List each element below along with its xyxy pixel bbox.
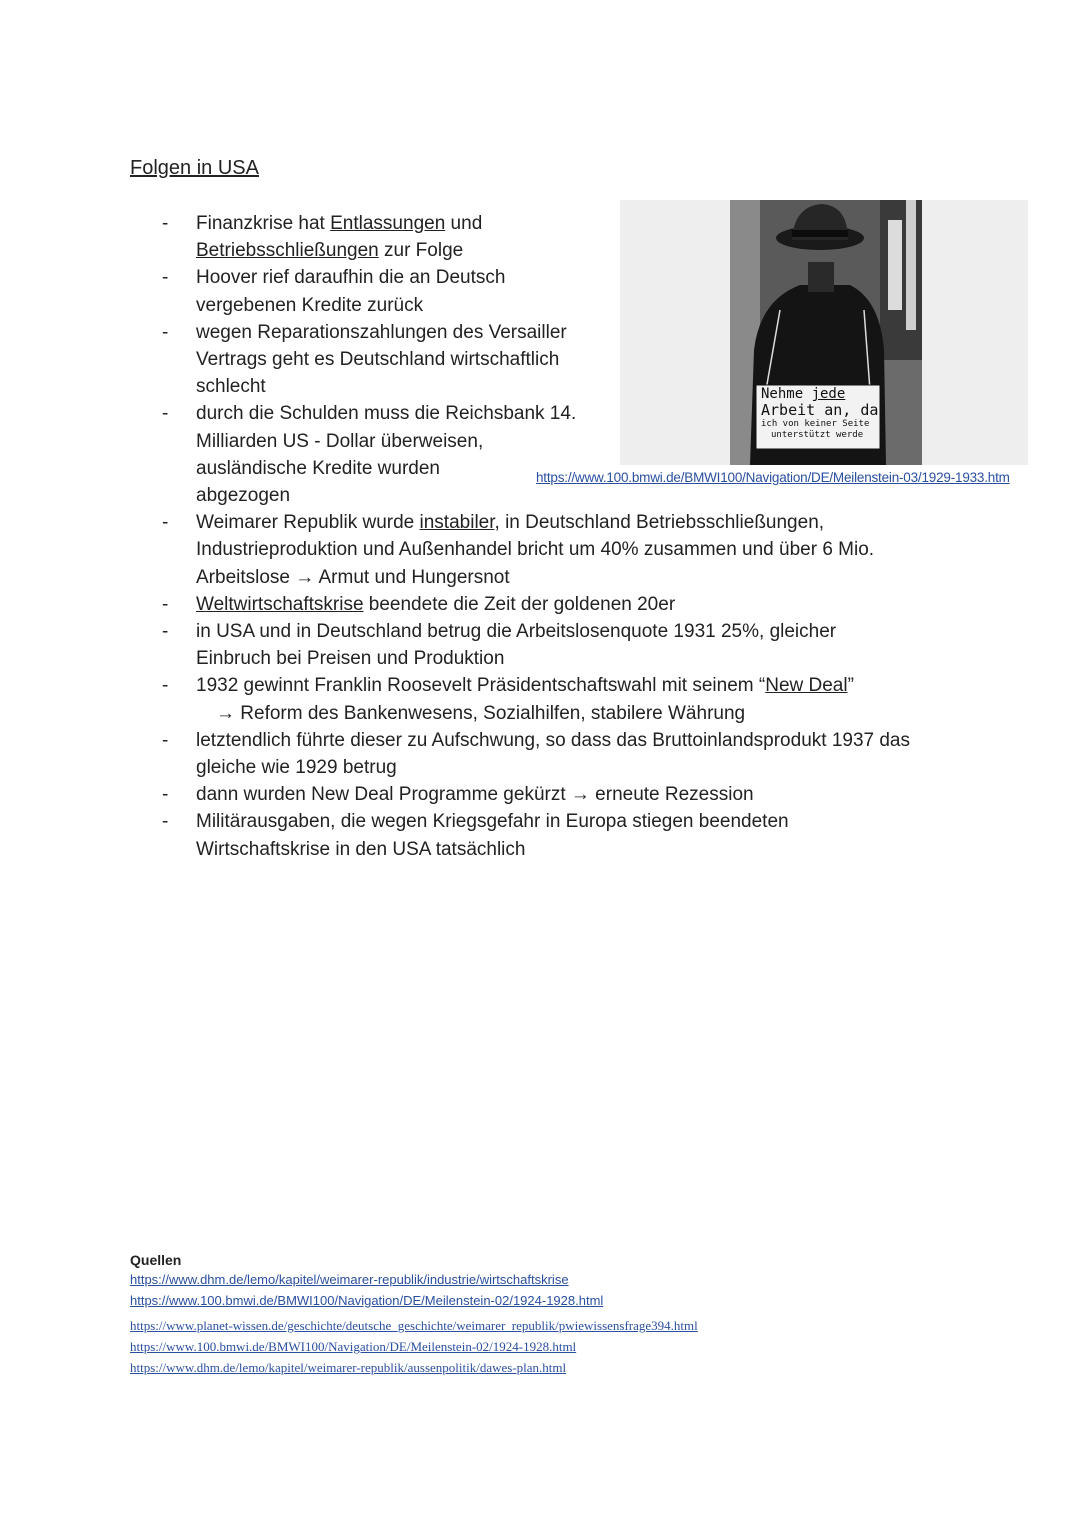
bullet-dash: - — [162, 321, 169, 343]
source-link[interactable]: https://www.100.bmwi.de/BMWI100/Navigation/DE/Meilenstein-02/1924-1928.html — [130, 1339, 577, 1354]
bullet-dash: - — [162, 403, 169, 425]
source-link[interactable]: https://www.100.bmwi.de/BMWI100/Navigation/DE/Meilenstein-02/1924-1928.html — [130, 1292, 604, 1308]
bullet-dash: - — [162, 512, 169, 534]
sources-section — [130, 1252, 698, 1378]
list-item: - in USA und in Deutschland betrug die Arbeitslosenquote 1931 25%, gleicher Einbruch bei Preisen und Produktion — [0, 618, 1080, 672]
bullet-dash: - — [162, 267, 169, 289]
photo-source-link[interactable]: https://www.100.bmwi.de/BMWI100/Navigation/DE/Meilenstein-03/1929-1933.htm — [536, 470, 1010, 485]
bullet-dash: - — [162, 621, 169, 643]
sign-line: jede — [811, 386, 846, 402]
list-item: - dann wurden New Deal Programme gekürzt → erneute Rezession — [0, 781, 1080, 808]
bullet-dash: - — [162, 729, 169, 751]
bullet-dash: - — [162, 213, 169, 234]
source-link[interactable]: https://www.dhm.de/lemo/kapitel/weimarer-republik/aussenpolitik/dawes-plan.html — [130, 1360, 567, 1375]
list-item: - Weltwirtschaftskrise beendete die Zeit der goldenen 20er — [0, 591, 1080, 618]
list-item: - 1932 gewinnt Franklin Roosevelt Präsidentschaftswahl mit seinem “New Deal” → Reform des Bankenwesens, Sozialhilfen, stabilere Währung — [0, 672, 1080, 726]
sign-line: unterstützt werde — [771, 430, 864, 440]
bullet-dash: - — [162, 675, 169, 697]
page-title: Folgen in USA — [130, 157, 259, 179]
source-link[interactable]: https://www.dhm.de/lemo/kapitel/weimarer-republik/industrie/wirtschaftskrise — [130, 1272, 569, 1287]
bullet-dash: - — [162, 811, 169, 833]
list-item: - letztendlich führte dieser zu Aufschwung, so dass das Bruttoinlandsprodukt 1937 das gleiche wie 1929 betrug — [0, 727, 1080, 781]
sign-line: Arbeit an, da — [761, 401, 879, 419]
sources-title: Quellen — [130, 1252, 182, 1268]
bullet-dash: - — [162, 784, 169, 806]
list-item: - Militärausgaben, die wegen Kriegsgefahr in Europa stiegen beendeten Wirtschaftskrise in den USA tatsächlich — [0, 808, 1080, 862]
list-item: - Finanzkrise hat Entlassungen und Betriebsschließungen zur Folge — [0, 210, 1080, 264]
sign-line: Nehme — [761, 386, 812, 402]
list-item: - durch die Schulden muss die Reichsbank 14. Milliarden US - Dollar überweisen, ausländische Kredite wurden abgezogen — [0, 400, 1080, 509]
bullet-dash: - — [162, 593, 169, 615]
source-link[interactable]: https://www.planet-wissen.de/geschichte/deutsche_geschichte/weimarer_republik/pwiewissensfrage394.html — [130, 1318, 698, 1333]
list-item: - Weimarer Republik wurde instabiler, in Deutschland Betriebsschließungen, Industrieproduktion und Außenhandel bricht um 40% zusammen und über 6 Mio. Arbeitslose → Armut und Hungersnot — [0, 509, 1080, 591]
sign-line: ich von keiner Seite — [761, 419, 870, 429]
list-item: - Hoover rief daraufhin die an Deutsch vergebenen Kredite zurück — [0, 264, 1080, 318]
sub-item: → Reform des Bankenwesens, Sozialhilfen, stabilere Währung — [216, 702, 746, 724]
list-item: - wegen Reparationszahlungen des Versailler Vertrags geht es Deutschland wirtschaftlich schlecht — [0, 319, 1080, 401]
bullet-list — [0, 210, 1080, 863]
